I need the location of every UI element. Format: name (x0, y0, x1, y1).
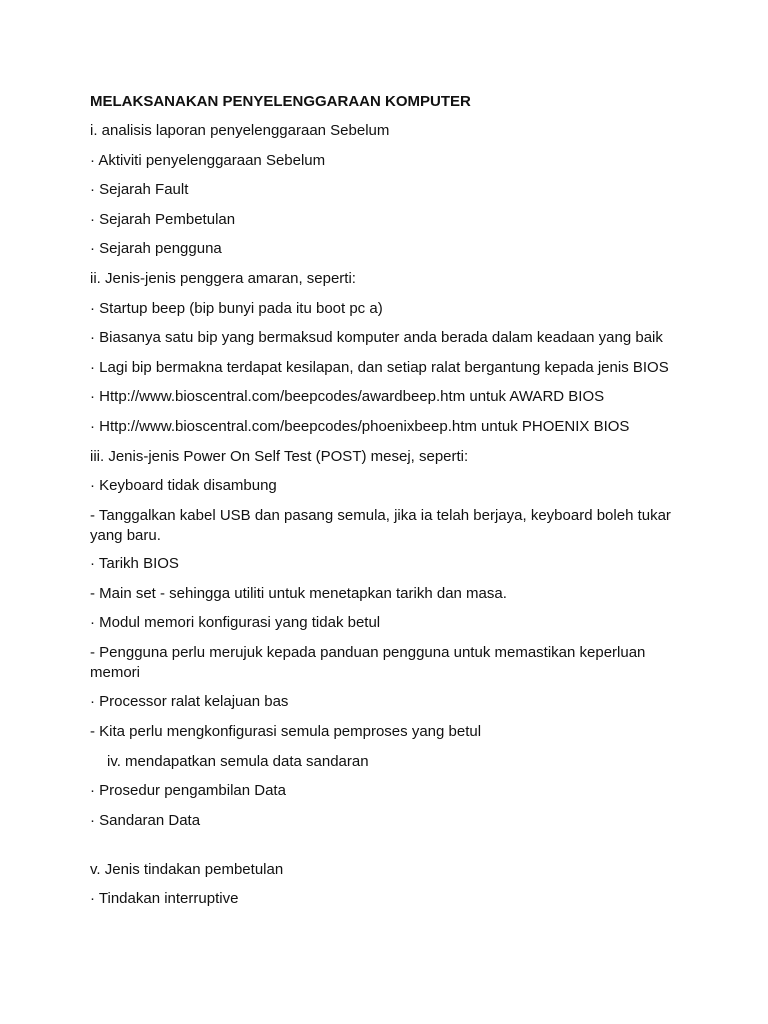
list-item: · Startup beep (bip bunyi pada itu boot pc a) (90, 300, 383, 317)
list-item: · Sejarah pengguna (90, 240, 222, 257)
list-item: · Prosedur pengambilan Data (90, 782, 286, 799)
list-item-detail: - Pengguna perlu merujuk kepada panduan pengguna untuk memastikan keperluan memori (90, 644, 646, 681)
list-item: · Aktiviti penyelenggaraan Sebelum (90, 152, 326, 169)
list-item: · Sejarah Pembetulan (90, 211, 236, 228)
list-item-detail: - Tanggalkan kabel USB dan pasang semula, jika ia telah berjaya, keyboard boleh tukar yang baru. (90, 507, 671, 544)
list-item: · Lagi bip bermakna terdapat kesilapan, dan setiap ralat bergantung kepada jenis BIOS (90, 359, 669, 376)
section-heading-v: v. Jenis tindakan pembetulan (90, 861, 284, 878)
list-item-phoenix-bios-link: · Http://www.bioscentral.com/beepcodes/phoenixbeep.htm untuk PHOENIX BIOS (90, 418, 630, 435)
document-title: MELAKSANAKAN PENYELENGGARAAN KOMPUTER (90, 93, 471, 110)
list-item: · Sejarah Fault (90, 181, 189, 198)
list-item-detail: - Kita perlu mengkonfigurasi semula pemproses yang betul (90, 723, 482, 740)
list-item: · Tindakan interruptive (90, 890, 239, 907)
list-item: · Processor ralat kelajuan bas (90, 693, 289, 710)
list-item-detail: - Main set - sehingga utiliti untuk menetapkan tarikh dan masa. (90, 585, 507, 602)
list-item: · Keyboard tidak disambung (90, 477, 277, 494)
section-heading-iii: iii. Jenis-jenis Power On Self Test (POST) mesej, seperti: (90, 448, 469, 465)
list-item: · Tarikh BIOS (90, 555, 179, 572)
section-heading-i: i. analisis laporan penyelenggaraan Sebelum (90, 122, 390, 139)
list-item: · Biasanya satu bip yang bermaksud komputer anda berada dalam keadaan yang baik (90, 329, 663, 346)
list-item: · Modul memori konfigurasi yang tidak betul (90, 614, 381, 631)
section-heading-ii: ii. Jenis-jenis penggera amaran, seperti: (90, 270, 356, 287)
list-item: · Sandaran Data (90, 812, 201, 829)
list-item-award-bios-link: · Http://www.bioscentral.com/beepcodes/awardbeep.htm untuk AWARD BIOS (90, 388, 605, 405)
section-heading-iv: iv. mendapatkan semula data sandaran (107, 753, 369, 770)
